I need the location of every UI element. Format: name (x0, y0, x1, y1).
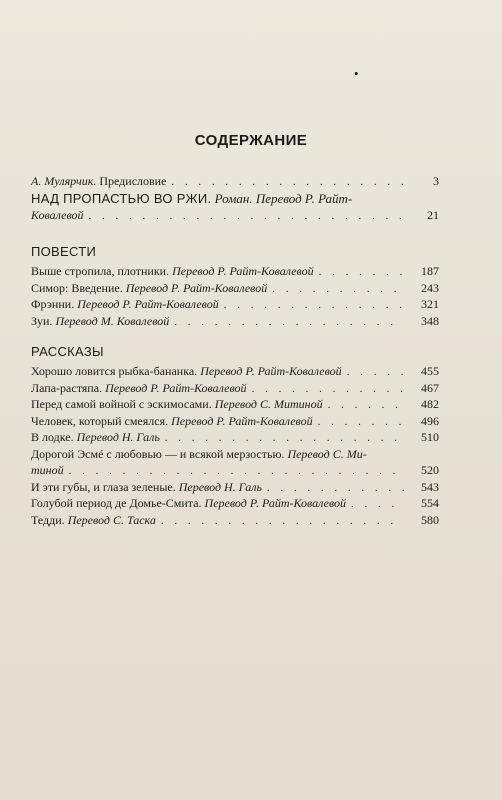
entry-page: 510 (421, 430, 439, 444)
toc-front (31, 174, 439, 224)
entry-title: Хорошо ловится рыбка-бананка. (31, 364, 198, 378)
entry-title: Перед самой войной с эскимосами. (31, 397, 212, 411)
entry-translator: Перевод Р. Райт-Ковалевой (105, 380, 247, 395)
section-heading: РАССКАЗЫ (31, 344, 104, 359)
entry-title: Выше стропила, плотники. (31, 264, 170, 278)
section-heading: ПОВЕСТИ (31, 244, 97, 259)
entry-translator-cont: Ковалевой (31, 207, 84, 222)
entry-translator: Перевод С. Таска (67, 512, 156, 527)
entry-translator-cont: тиной (31, 463, 64, 477)
toc-entry (31, 496, 439, 513)
toc-entry (31, 414, 439, 431)
entry-translator: Перевод Р. Райт-Ковалевой (204, 496, 347, 510)
entry-title: Голубой период де Домье-Смита. (31, 496, 202, 510)
toc-section-stories (31, 344, 439, 529)
entry-title: Предисловие (99, 174, 167, 188)
leader-dots (347, 366, 404, 378)
entry-translator: Перевод Н. Галь (76, 430, 160, 444)
entry-page: 455 (421, 364, 439, 378)
toc-entry-cont (31, 463, 439, 480)
leader-dots (351, 498, 404, 510)
leader-dots (252, 383, 404, 395)
entry-page: 187 (421, 264, 439, 278)
leader-dots (319, 266, 404, 278)
toc-entry-novel-cont (31, 208, 439, 225)
entry-author: А. Мулярчик. (31, 174, 97, 188)
leader-dots (69, 465, 404, 477)
entry-title: Лапа-растяпа. (31, 380, 103, 395)
leader-dots (267, 482, 404, 494)
toc-entry (31, 430, 439, 447)
contents-heading: СОДЕРЖАНИЕ (194, 132, 308, 149)
entry-translator: Перевод С. Митиной (214, 397, 323, 411)
leader-dots (165, 432, 404, 444)
toc-entry-preface (31, 174, 439, 191)
entry-page: 467 (421, 380, 439, 395)
entry-translator: Перевод М. Ковалевой (55, 313, 170, 328)
toc-entry (31, 397, 439, 414)
entry-translator: Перевод С. Ми- (287, 446, 367, 461)
entry-page: 520 (421, 463, 439, 477)
entry-translator: Перевод Р. Райт-Ковалевой (125, 280, 268, 295)
entry-title: Фрэнни. (31, 297, 75, 311)
entry-page: 21 (427, 207, 439, 222)
toc-section-novellas (31, 244, 439, 330)
entry-translator: Перевод Н. Галь (178, 479, 262, 494)
entry-page: 543 (421, 479, 439, 494)
leader-dots (174, 316, 404, 328)
leader-dots (318, 416, 404, 428)
leader-dots (171, 176, 404, 188)
entry-page: 348 (421, 313, 439, 328)
entry-page: 496 (421, 413, 439, 428)
toc-entry (31, 264, 439, 281)
toc-entry-novel (31, 191, 439, 208)
entry-page: 482 (421, 397, 439, 411)
entry-title: В лодке. (31, 430, 74, 444)
entry-title: И эти губы, и глаза зеленые. (31, 479, 176, 494)
entry-translator: Перевод Р. Райт-Ковалевой (200, 364, 342, 378)
entry-title: Человек, который смеялся. (31, 413, 169, 428)
entry-title: Симор: Введение. (31, 280, 123, 295)
toc-entry (31, 447, 439, 464)
toc-entry (31, 364, 439, 381)
entry-title: НАД ПРОПАСТЬЮ ВО РЖИ. (31, 190, 212, 206)
entry-translator: Роман. Перевод Р. Райт- (214, 190, 353, 206)
leader-dots (328, 399, 404, 411)
entry-translator: Перевод Р. Райт-Ковалевой (77, 297, 219, 311)
entry-title: Дорогой Эсмé с любовью — и всякой мерзостью. (31, 446, 285, 461)
entry-page: 3 (433, 174, 439, 188)
entry-translator: Перевод Р. Райт-Ковалевой (171, 413, 313, 428)
entry-title: Зуи. (31, 313, 53, 328)
toc-entry (31, 281, 439, 298)
toc-entry (31, 480, 439, 497)
toc-entry (31, 314, 439, 331)
leader-dots (161, 515, 404, 527)
toc-entry (31, 297, 439, 314)
leader-dots (89, 210, 404, 222)
toc-entry (31, 513, 439, 530)
entry-page: 580 (421, 512, 439, 527)
leader-dots (224, 299, 404, 311)
entry-translator: Перевод Р. Райт-Ковалевой (172, 264, 314, 278)
entry-page: 554 (421, 496, 439, 510)
entry-page: 321 (421, 297, 439, 311)
print-mark: • (354, 66, 359, 81)
entry-page: 243 (421, 280, 439, 295)
toc-entry (31, 381, 439, 398)
entry-title: Тедди. (31, 512, 65, 527)
leader-dots (272, 283, 404, 295)
